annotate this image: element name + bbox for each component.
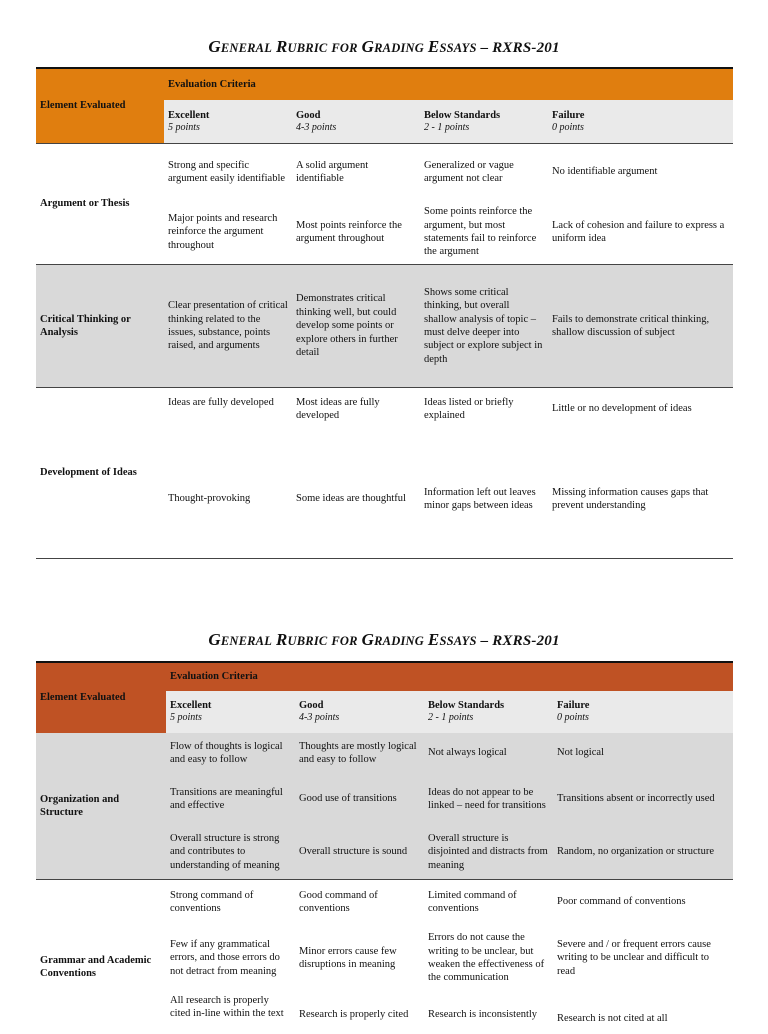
level-excellent: Excellent 5 points bbox=[166, 691, 295, 733]
criteria-cell: Transitions absent or incorrectly used bbox=[553, 773, 733, 825]
criteria-cell: Most ideas are fully developed bbox=[292, 388, 420, 441]
header-element-evaluated: Element Evaluated bbox=[36, 68, 164, 144]
criteria-cell: A solid argument identifiable bbox=[292, 144, 420, 201]
criteria-cell: Overall structure is strong and contributes to understanding of meaning bbox=[166, 825, 295, 880]
table-row bbox=[36, 880, 733, 925]
criteria-cell: Generalized or vague argument not clear bbox=[420, 144, 548, 201]
header-element-evaluated: Element Evaluated bbox=[36, 662, 166, 733]
criteria-cell: Research is not cited at all bbox=[553, 992, 733, 1034]
criteria-cell: Ideas do not appear to be linked – need for transitions bbox=[424, 773, 553, 825]
criteria-cell: Limited command of conventions bbox=[424, 880, 553, 925]
criteria-cell: Research is inconsistently bbox=[424, 992, 553, 1034]
rubric-table-1 bbox=[36, 67, 733, 559]
rubric-title-1: GENERAL RUBRIC FOR GRADING ESSAYS – RXRS-201 bbox=[0, 37, 768, 57]
level-below-standards: Below Standards 2 - 1 points bbox=[420, 100, 548, 143]
element-grammar-and-conventions: Grammar and Academic Conventions bbox=[36, 880, 166, 1034]
criteria-cell: Few if any grammatical errors, and those errors do not detract from meaning bbox=[166, 924, 295, 992]
level-failure: Failure 0 points bbox=[548, 100, 733, 143]
table-row bbox=[36, 144, 733, 201]
criteria-cell: Information left out leaves minor gaps between ideas bbox=[420, 440, 548, 559]
criteria-cell: Random, no organization or structure bbox=[553, 825, 733, 880]
criteria-cell: Some points reinforce the argument, but most statements fail to reinforce the argument bbox=[420, 200, 548, 265]
criteria-cell: Good use of transitions bbox=[295, 773, 424, 825]
criteria-cell: Not logical bbox=[553, 733, 733, 773]
criteria-cell: Strong and specific argument easily identifiable bbox=[164, 144, 292, 201]
criteria-cell: Major points and research reinforce the argument throughout bbox=[164, 200, 292, 265]
criteria-cell: Good command of conventions bbox=[295, 880, 424, 925]
rubric-table-2 bbox=[36, 661, 733, 1034]
criteria-cell: Clear presentation of critical thinking related to the issues, substance, points raised, and arguments bbox=[164, 265, 292, 388]
criteria-cell: Severe and / or frequent errors cause writing to be unclear and difficult to read bbox=[553, 924, 733, 992]
level-below-standards: Below Standards 2 - 1 points bbox=[424, 691, 553, 733]
criteria-cell: Thought-provoking bbox=[164, 440, 292, 559]
criteria-cell: Errors do not cause the writing to be unclear, but weaken the effectiveness of the communication bbox=[424, 924, 553, 992]
header-evaluation-criteria: Evaluation Criteria bbox=[164, 68, 733, 100]
criteria-cell: Thoughts are mostly logical and easy to follow bbox=[295, 733, 424, 773]
level-good: Good 4-3 points bbox=[292, 100, 420, 143]
criteria-cell: Some ideas are thoughtful bbox=[292, 440, 420, 559]
criteria-cell: Flow of thoughts is logical and easy to follow bbox=[166, 733, 295, 773]
criteria-cell: Not always logical bbox=[424, 733, 553, 773]
criteria-cell: Little or no development of ideas bbox=[548, 388, 733, 441]
table-row bbox=[36, 388, 733, 441]
criteria-cell: Ideas listed or briefly explained bbox=[420, 388, 548, 441]
criteria-cell: Fails to demonstrate critical thinking, shallow discussion of subject bbox=[548, 265, 733, 388]
element-argument-or-thesis: Argument or Thesis bbox=[36, 144, 164, 265]
criteria-cell: Demonstrates critical thinking well, but could develop some points or explore others in further detail bbox=[292, 265, 420, 388]
criteria-cell: Ideas are fully developed bbox=[164, 388, 292, 441]
header-evaluation-criteria: Evaluation Criteria bbox=[166, 662, 733, 691]
rubric-title-2: GENERAL RUBRIC FOR GRADING ESSAYS – RXRS-201 bbox=[0, 630, 768, 650]
criteria-cell: Missing information causes gaps that prevent understanding bbox=[548, 440, 733, 559]
criteria-cell: Research is properly cited bbox=[295, 992, 424, 1034]
criteria-cell: Strong command of conventions bbox=[166, 880, 295, 925]
criteria-cell: Minor errors cause few disruptions in meaning bbox=[295, 924, 424, 992]
criteria-cell: Shows some critical thinking, but overall shallow analysis of topic – must delve deeper into subject or explore subject in depth bbox=[420, 265, 548, 388]
table-row bbox=[36, 265, 733, 388]
criteria-cell: Most points reinforce the argument throughout bbox=[292, 200, 420, 265]
criteria-cell: All research is properly cited in-line within the text bbox=[166, 992, 295, 1034]
criteria-cell: Transitions are meaningful and effective bbox=[166, 773, 295, 825]
criteria-cell: No identifiable argument bbox=[548, 144, 733, 201]
criteria-cell: Overall structure is disjointed and distracts from meaning bbox=[424, 825, 553, 880]
table-row bbox=[36, 733, 733, 773]
criteria-cell: Overall structure is sound bbox=[295, 825, 424, 880]
element-development-of-ideas: Development of Ideas bbox=[36, 388, 164, 559]
criteria-cell: Lack of cohesion and failure to express a uniform idea bbox=[548, 200, 733, 265]
level-good: Good 4-3 points bbox=[295, 691, 424, 733]
element-critical-thinking: Critical Thinking or Analysis bbox=[36, 265, 164, 388]
level-excellent: Excellent 5 points bbox=[164, 100, 292, 143]
element-organization-and-structure: Organization and Structure bbox=[36, 733, 166, 880]
level-failure: Failure 0 points bbox=[553, 691, 733, 733]
criteria-cell: Poor command of conventions bbox=[553, 880, 733, 925]
